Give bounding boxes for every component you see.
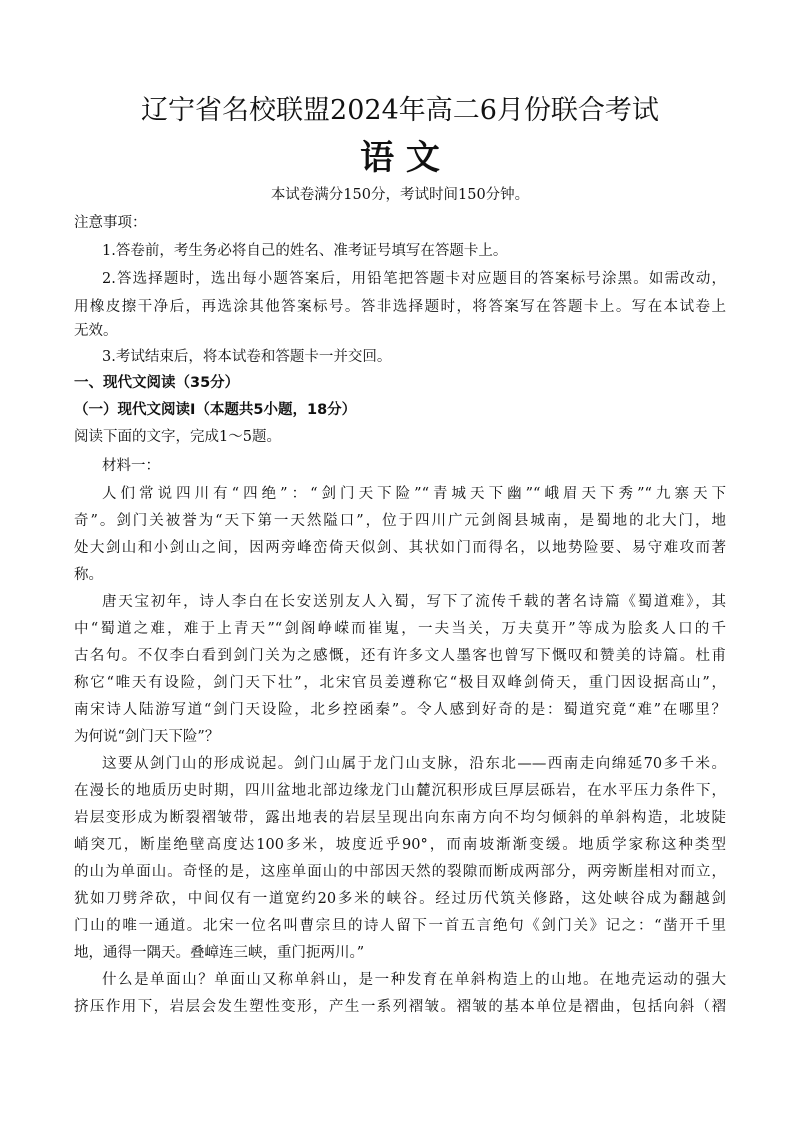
exam-page [74, 0, 726, 1121]
passage-line: 中“蜀道之难，难于上青天”“剑阁峥嵘而崔嵬，一夫当关，万夫莫开”等成为脍炙人口的千 [74, 621, 726, 637]
passage-line: 这要从剑门山的形成说起。剑门山属于龙门山支脉，沿东北——西南走向绵延70多千米。 [102, 756, 726, 772]
passage-line: 峭突兀，断崖绝壁高度达100多米，坡度近乎90°，而南坡渐渐变缓。地质学家称这种类型 [74, 837, 726, 853]
section-heading: 一、现代文阅读（35分） [74, 375, 240, 391]
passage-line: 挤压作用下，岩层会发生塑性变形，产生一系列褶皱。褶皱的基本单位是褶曲，包括向斜（褶 [74, 999, 726, 1015]
passage-line: 的山为单面山。奇怪的是，这座单面山的中部因天然的裂隙而断成两部分，两旁断崖相对而立， [74, 864, 726, 880]
passage-line: 唐天宝初年，诗人李白在长安送别友人入蜀，写下了流传千载的著名诗篇《蜀道难》，其 [102, 594, 726, 610]
passage-line: 在漫长的地质历史时期，四川盆地北部边缘龙门山麓沉积形成巨厚层砾岩，在水平压力条件下， [74, 783, 726, 799]
passage-line: 为何说“剑门天下险”？ [74, 729, 220, 745]
notes-heading: 注意事项： [74, 215, 147, 231]
note-line: 2.答选择题时，选出每小题答案后，用铅笔把答题卡对应题目的答案标号涂黑。如需改动， [102, 271, 726, 287]
note-line: 用橡皮擦干净后，再选涂其他答案标号。答非选择题时，将答案写在答题卡上。写在本试卷上 [74, 299, 726, 315]
passage-line: 犹如刀劈斧砍，中间仅有一道宽约20多米的峡谷。经过历代筑关修路，这处峡谷成为翻越剑 [74, 891, 726, 907]
passage-line: 地，通得一隅天。叠嶂连三峡，重门扼两川。” [74, 945, 365, 961]
passage-line: 什么是单面山？单面山又称单斜山，是一种发育在单斜构造上的山地。在地壳运动的强大 [102, 972, 726, 988]
sub-section-heading: （一）现代文阅读Ⅰ（本题共5小题，18分） [74, 402, 357, 418]
material-label: 材料一： [102, 458, 160, 474]
note-line: 无效。 [74, 323, 118, 339]
passage-line: 古名句。不仅李白看到剑门关为之感慨，还有许多文人墨客也曾写下慨叹和赞美的诗篇。杜甫 [74, 648, 726, 664]
passage-line: 称。 [74, 567, 103, 583]
exam-title: 辽宁省名校联盟2024年高二6月份联合考试 [141, 95, 659, 126]
passage-line: 门山的唯一通道。北宋一位名叫曹宗旦的诗人留下一首五言绝句《剑门关》记之：“凿开千里 [74, 918, 726, 934]
instruction: 阅读下面的文字，完成1～5题。 [74, 429, 281, 445]
passage-line: 处大剑山和小剑山之间，因两旁峰峦倚天似剑、其状如门而得名，以地势险要、易守难攻而著 [74, 540, 726, 556]
passage-line: 称它“唯天有设险，剑门天下壮”，北宋官员姜遵称它“极目双峰剑倚天，重门因设据高山”， [74, 675, 726, 691]
score-note: 本试卷满分150分，考试时间150分钟。 [270, 187, 530, 203]
note-line: 1.答卷前，考生务必将自己的姓名、准考证号填写在答题卡上。 [102, 243, 508, 259]
passage-line: 南宋诗人陆游写道“剑门天设险，北乡控函秦”。令人感到好奇的是：蜀道究竟“难”在哪里？ [74, 702, 726, 718]
passage-line: 岩层变形成为断裂褶皱带，露出地表的岩层呈现出向东南方向不均匀倾斜的单斜构造，北坡陡 [74, 810, 726, 826]
passage-line: 奇”。剑门关被誉为“天下第一天然隘口”，位于四川广元剑阁县城南，是蜀地的北大门，地 [74, 513, 726, 529]
subject-title: 语 文 [360, 138, 440, 178]
note-line: 3.考试结束后，将本试卷和答题卡一并交回。 [102, 349, 392, 365]
passage-line: 人们常说四川有“四绝”：“剑门天下险”“青城天下幽”“峨眉天下秀”“九寨天下 [102, 486, 726, 502]
